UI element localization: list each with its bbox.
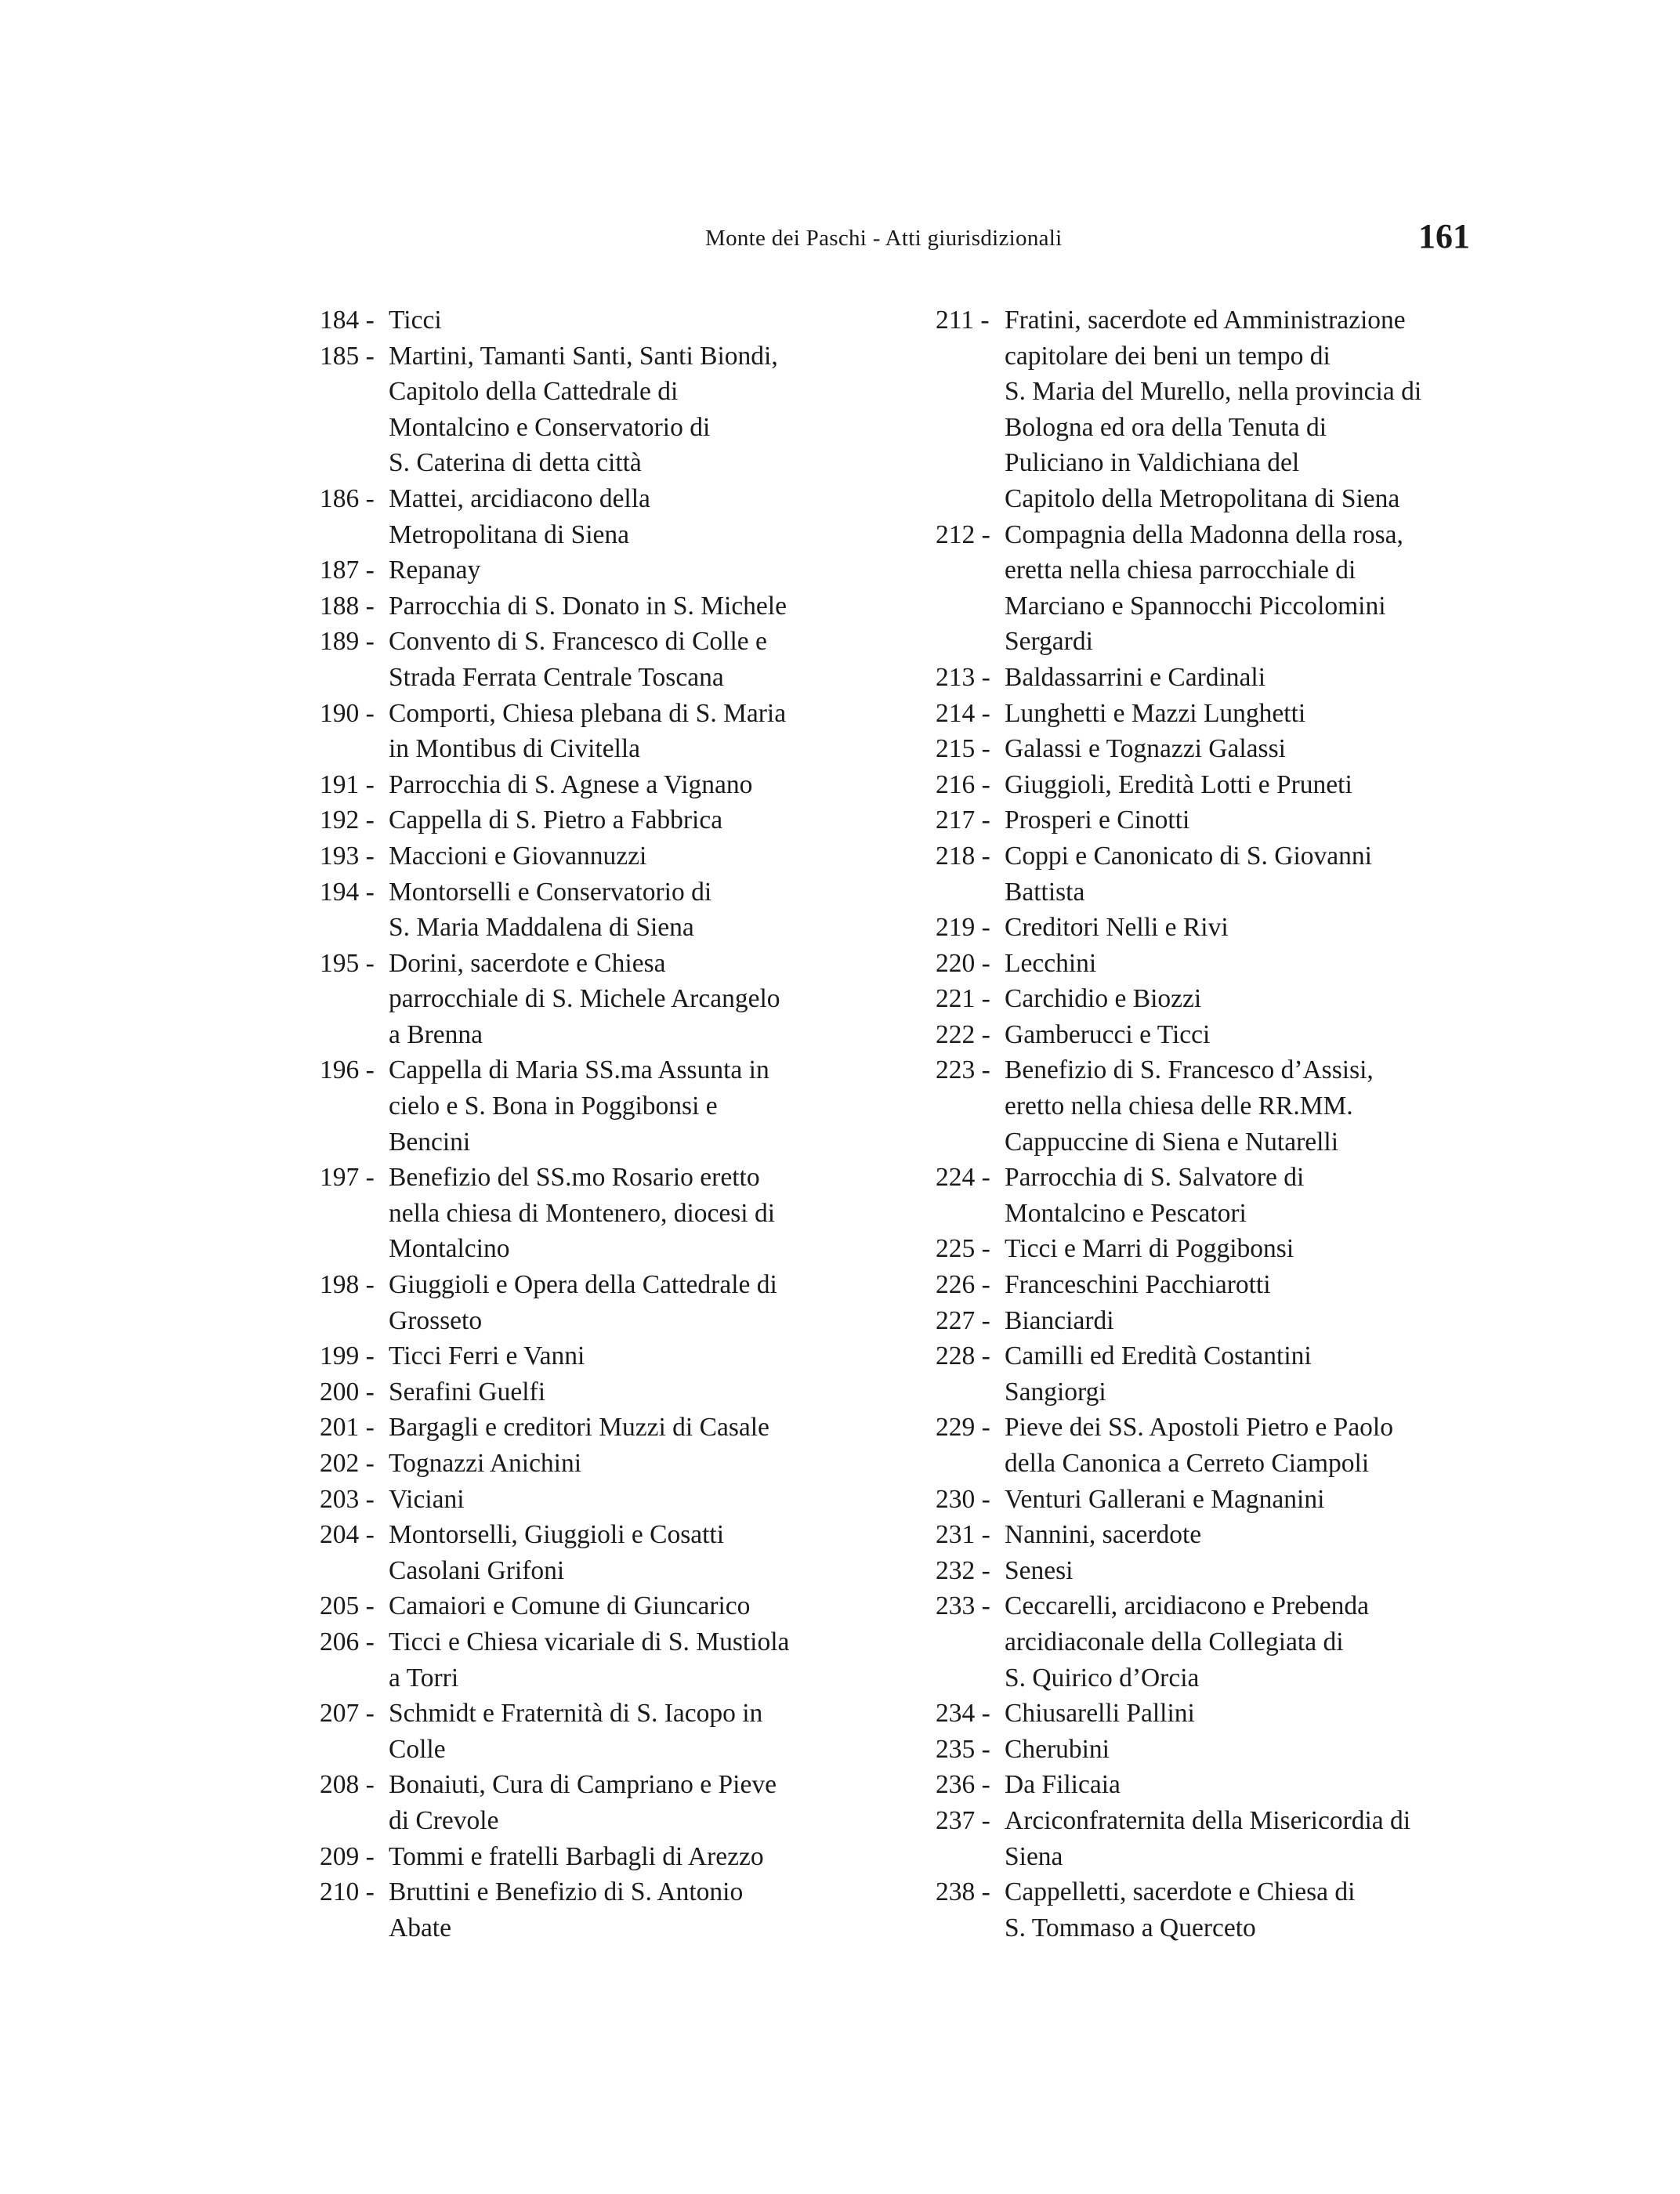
index-entry <box>320 838 884 874</box>
entry-text: Pieve dei SS. Apostoli Pietro e Paolo della Canonica a Cerreto Ciampoli <box>1005 1413 1393 1478</box>
entry-number: 215 - <box>936 734 990 764</box>
entry-number: 184 - <box>320 306 375 335</box>
entry-text: Viciani <box>389 1484 465 1514</box>
entry-number: 190 - <box>320 698 375 728</box>
entry-text: Ceccarelli, arcidiacono e Prebenda arcidiaconale della Collegiata di S. Quirico d’Orcia <box>1005 1591 1370 1693</box>
index-entry <box>936 1482 1500 1518</box>
entry-text: Ticci Ferri e Vanni <box>389 1341 585 1371</box>
entry-number: 186 - <box>320 483 375 513</box>
entry-text: Lunghetti e Mazzi Lunghetti <box>1005 698 1306 728</box>
entry-text: Benefizio di S. Francesco d’Assisi, eretto nella chiesa delle RR.MM. Cappuccine di Siena e Nutarelli <box>1005 1055 1374 1157</box>
entry-text: Repanay <box>389 556 481 585</box>
index-entry <box>320 339 884 481</box>
entry-number: 222 - <box>936 1019 990 1049</box>
entry-text: Parrocchia di S. Donato in S. Michele <box>389 591 787 621</box>
entry-number: 195 - <box>320 948 375 978</box>
entry-number: 228 - <box>936 1341 990 1371</box>
page-number: 161 <box>1418 217 1470 255</box>
index-entry <box>320 1374 884 1410</box>
index-entry <box>320 696 884 767</box>
entry-number: 230 - <box>936 1484 990 1514</box>
entry-number: 203 - <box>320 1484 375 1514</box>
index-entry <box>936 517 1500 660</box>
index-entry <box>320 1839 884 1875</box>
entry-text: Dorini, sacerdote e Chiesa parrocchiale di S. Michele Arcangelo a Brenna <box>389 948 780 1049</box>
entry-number: 210 - <box>320 1877 375 1907</box>
running-head: Monte dei Paschi - Atti giurisdizionali <box>705 226 1063 251</box>
entry-number: 233 - <box>936 1591 990 1621</box>
entry-text: Maccioni e Giovannuzzi <box>389 841 647 871</box>
index-entry <box>936 910 1500 946</box>
entry-text: Parrocchia di S. Salvatore di Montalcino e Pescatori <box>1005 1163 1305 1228</box>
index-entry <box>936 946 1500 982</box>
entry-text: Cappella di S. Pietro a Fabbrica <box>389 806 723 835</box>
entry-number: 209 - <box>320 1841 375 1871</box>
entry-text: Bargagli e creditori Muzzi di Casale <box>389 1413 769 1443</box>
right-column <box>936 302 1500 1946</box>
index-entry <box>936 1410 1500 1481</box>
entry-text: Benefizio del SS.mo Rosario eretto nella chiesa di Montenero, diocesi di Montalcino <box>389 1163 776 1264</box>
entry-number: 207 - <box>320 1699 375 1729</box>
entry-text: Camilli ed Eredità Costantini Sangiorgi <box>1005 1341 1312 1407</box>
entry-text: Serafini Guelfi <box>389 1377 546 1407</box>
entry-number: 220 - <box>936 948 990 978</box>
entry-number: 219 - <box>936 913 990 943</box>
entry-number: 237 - <box>936 1805 990 1835</box>
entry-number: 218 - <box>936 841 990 871</box>
entry-text: Creditori Nelli e Rivi <box>1005 913 1229 943</box>
entry-number: 227 - <box>936 1305 990 1335</box>
entry-text: Bruttini e Benefizio di S. Antonio Abate <box>389 1877 744 1942</box>
index-entry <box>936 1017 1500 1053</box>
entry-text: Gamberucci e Ticci <box>1005 1019 1211 1049</box>
entry-number: 232 - <box>936 1555 990 1585</box>
index-entry <box>936 1732 1500 1768</box>
index-entry <box>320 552 884 588</box>
entry-text: Montorselli, Giuggioli e Cosatti Casolani Grifoni <box>389 1520 725 1585</box>
entry-number: 199 - <box>320 1341 375 1371</box>
entry-text: Cappelletti, sacerdote e Chiesa di S. Tommaso a Querceto <box>1005 1877 1356 1942</box>
index-entry <box>936 1231 1500 1267</box>
entry-number: 223 - <box>936 1055 990 1085</box>
entry-text: Parrocchia di S. Agnese a Vignano <box>389 769 753 799</box>
index-entry <box>936 838 1500 910</box>
index-entry <box>936 1874 1500 1946</box>
entry-number: 211 - <box>936 306 990 335</box>
entry-number: 198 - <box>320 1270 375 1300</box>
entry-number: 216 - <box>936 769 990 799</box>
index-entry <box>320 1267 884 1338</box>
entry-number: 235 - <box>936 1734 990 1764</box>
entry-text: Mattei, arcidiacono della Metropolitana di Siena <box>389 483 650 549</box>
entry-number: 201 - <box>320 1413 375 1443</box>
entry-number: 217 - <box>936 806 990 835</box>
entry-number: 224 - <box>936 1163 990 1193</box>
entry-text: Cherubini <box>1005 1734 1110 1764</box>
entry-text: Fratini, sacerdote ed Amministrazione capitolare dei beni un tempo di S. Maria del Murello, nella provincia di Bologna ed ora della Tenuta di Puliciano in Valdichiana del Capitolo della Metropolitana di Siena <box>1005 306 1422 513</box>
index-entry <box>936 981 1500 1017</box>
index-entry <box>936 1767 1500 1803</box>
entry-text: Ticci e Chiesa vicariale di S. Mustiola a Torri <box>389 1627 790 1693</box>
entry-text: Tognazzi Anichini <box>389 1449 582 1478</box>
index-entry <box>936 696 1500 732</box>
entry-text: Compagnia della Madonna della rosa, eretta nella chiesa parrocchiale di Marciano e Spannocchi Piccolomini Sergardi <box>1005 520 1403 657</box>
index-entry <box>936 302 1500 517</box>
entry-text: Lecchini <box>1005 948 1097 978</box>
entry-text: Montorselli e Conservatorio di S. Maria Maddalena di Siena <box>389 877 712 943</box>
index-entry <box>936 767 1500 803</box>
entry-text: Bianciardi <box>1005 1305 1114 1335</box>
entry-number: 191 - <box>320 769 375 799</box>
index-entry <box>320 1160 884 1267</box>
entry-text: Senesi <box>1005 1555 1074 1585</box>
index-entry <box>936 1696 1500 1732</box>
entry-text: Tommi e fratelli Barbagli di Arezzo <box>389 1841 764 1871</box>
index-entry <box>936 802 1500 838</box>
entry-text: Giuggioli, Eredità Lotti e Pruneti <box>1005 769 1352 799</box>
index-entry <box>936 1338 1500 1410</box>
index-entry <box>320 1052 884 1160</box>
entry-number: 225 - <box>936 1234 990 1264</box>
index-entry <box>320 302 884 339</box>
entry-number: 193 - <box>320 841 375 871</box>
index-entry <box>320 1874 884 1946</box>
index-entry <box>320 1624 884 1696</box>
entry-number: 202 - <box>320 1449 375 1478</box>
index-entry <box>320 1410 884 1446</box>
index-entry <box>936 660 1500 696</box>
entry-text: Prosperi e Cinotti <box>1005 806 1190 835</box>
entry-text: Giuggioli e Opera della Cattedrale di Grosseto <box>389 1270 777 1335</box>
index-entry <box>320 481 884 552</box>
index-entry <box>320 1446 884 1482</box>
entry-number: 189 - <box>320 627 375 657</box>
entry-text: Schmidt e Fraternità di S. Iacopo in Colle <box>389 1699 763 1764</box>
entry-number: 197 - <box>320 1163 375 1193</box>
entry-text: Comporti, Chiesa plebana di S. Maria in Montibus di Civitella <box>389 698 787 764</box>
index-entry <box>936 1052 1500 1160</box>
entry-text: Baldassarrini e Cardinali <box>1005 662 1266 692</box>
index-entry <box>320 1767 884 1838</box>
entry-number: 185 - <box>320 341 375 371</box>
index-entry <box>320 1588 884 1624</box>
entry-text: Cappella di Maria SS.ma Assunta in cielo e S. Bona in Poggibonsi e Bencini <box>389 1055 769 1157</box>
entry-number: 192 - <box>320 806 375 835</box>
entry-text: Ticci <box>389 306 442 335</box>
left-column <box>320 302 884 1946</box>
entry-number: 200 - <box>320 1377 375 1407</box>
entry-text: Ticci e Marri di Poggibonsi <box>1005 1234 1294 1264</box>
entry-number: 187 - <box>320 556 375 585</box>
entry-number: 206 - <box>320 1627 375 1656</box>
entry-text: Coppi e Canonicato di S. Giovanni Battista <box>1005 841 1372 907</box>
index-entry <box>936 731 1500 767</box>
entry-number: 205 - <box>320 1591 375 1621</box>
entry-text: Chiusarelli Pallini <box>1005 1699 1195 1729</box>
entry-number: 238 - <box>936 1877 990 1907</box>
index-entry <box>320 802 884 838</box>
entry-number: 214 - <box>936 698 990 728</box>
entry-number: 204 - <box>320 1520 375 1550</box>
entry-number: 213 - <box>936 662 990 692</box>
entry-text: Bonaiuti, Cura di Campriano e Pieve di Crevole <box>389 1770 777 1835</box>
index-entry <box>936 1160 1500 1231</box>
index-entry <box>936 1303 1500 1339</box>
entry-text: Carchidio e Biozzi <box>1005 984 1202 1014</box>
index-entry <box>320 1696 884 1767</box>
index-entry <box>320 1338 884 1374</box>
entry-text: Arciconfraternita della Misericordia di Siena <box>1005 1805 1411 1871</box>
entry-text: Da Filicaia <box>1005 1770 1121 1800</box>
entry-number: 234 - <box>936 1699 990 1729</box>
index-entry <box>320 874 884 946</box>
entry-text: Venturi Gallerani e Magnanini <box>1005 1484 1325 1514</box>
entry-number: 229 - <box>936 1413 990 1443</box>
entry-text: Galassi e Tognazzi Galassi <box>1005 734 1286 764</box>
entry-number: 231 - <box>936 1520 990 1550</box>
entry-number: 194 - <box>320 877 375 907</box>
entry-number: 212 - <box>936 520 990 549</box>
entry-text: Franceschini Pacchiarotti <box>1005 1270 1271 1300</box>
entry-number: 208 - <box>320 1770 375 1800</box>
entry-number: 196 - <box>320 1055 375 1085</box>
index-entry <box>320 1482 884 1518</box>
entry-text: Convento di S. Francesco di Colle e Strada Ferrata Centrale Toscana <box>389 627 767 692</box>
entry-text: Nannini, sacerdote <box>1005 1520 1202 1550</box>
index-entry <box>936 1803 1500 1874</box>
index-entry <box>320 1517 884 1588</box>
index-entry <box>936 1553 1500 1589</box>
index-entry <box>320 624 884 695</box>
entry-number: 236 - <box>936 1770 990 1800</box>
entry-number: 226 - <box>936 1270 990 1300</box>
entry-number: 221 - <box>936 984 990 1014</box>
entry-text: Camaiori e Comune di Giuncarico <box>389 1591 751 1621</box>
index-entry <box>936 1588 1500 1696</box>
index-entry <box>320 588 884 625</box>
index-entry <box>320 946 884 1053</box>
index-entry <box>936 1267 1500 1303</box>
entry-number: 188 - <box>320 591 375 621</box>
index-entry <box>320 767 884 803</box>
index-entry <box>936 1517 1500 1553</box>
entry-text: Martini, Tamanti Santi, Santi Biondi, Capitolo della Cattedrale di Montalcino e Conservatorio di S. Caterina di detta città <box>389 341 778 478</box>
